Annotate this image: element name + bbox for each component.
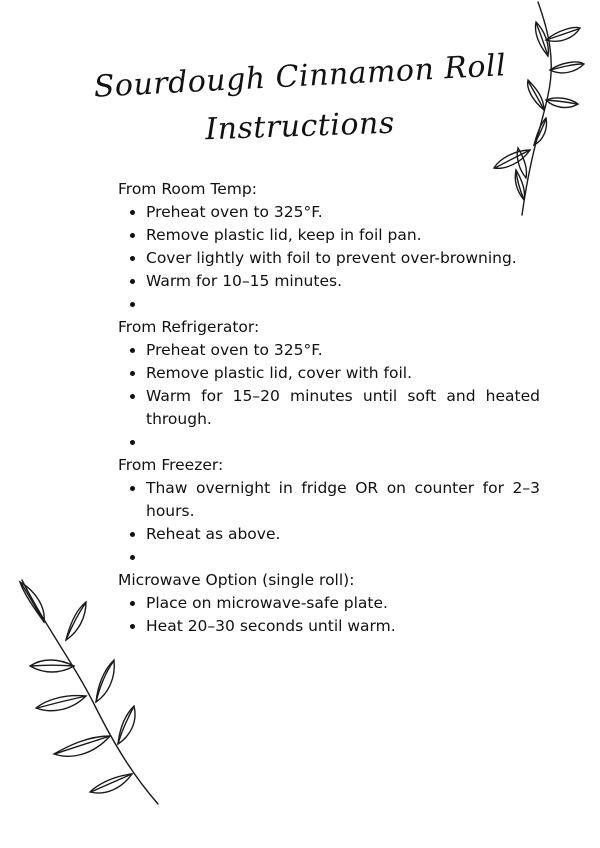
list-item-empty bbox=[146, 546, 540, 569]
section-heading: From Refrigerator: bbox=[118, 318, 260, 336]
list-item: • Cover lightly with foil to prevent over-browning. bbox=[146, 247, 540, 270]
list-item: • Thaw overnight in fridge OR on counter for 2–3 hours. bbox=[146, 477, 540, 523]
bullet-list bbox=[118, 592, 540, 638]
section-room-temp bbox=[118, 178, 540, 316]
instructions-body bbox=[118, 178, 540, 638]
list-item: • Place on microwave-safe plate. bbox=[146, 592, 540, 615]
list-item: • Preheat oven to 325°F. bbox=[146, 201, 540, 224]
list-item: • Warm for 10–15 minutes. bbox=[146, 270, 540, 293]
bullet-list bbox=[118, 201, 540, 316]
list-item-empty bbox=[146, 431, 540, 454]
list-item: • Remove plastic lid, keep in foil pan. bbox=[146, 224, 540, 247]
list-item: • Warm for 15–20 minutes until soft and heated through. bbox=[146, 385, 540, 431]
section-heading: Microwave Option (single roll): bbox=[118, 571, 355, 589]
list-item: • Reheat as above. bbox=[146, 523, 540, 546]
list-item: • Preheat oven to 325°F. bbox=[146, 339, 540, 362]
list-item: • Remove plastic lid, cover with foil. bbox=[146, 362, 540, 385]
page-title: Sourdough Cinnamon Roll bbox=[92, 48, 507, 105]
page-subtitle: Instructions bbox=[204, 105, 396, 148]
section-heading: From Room Temp: bbox=[118, 180, 257, 198]
list-item: • Heat 20–30 seconds until warm. bbox=[146, 615, 540, 638]
section-heading: From Freezer: bbox=[118, 456, 224, 474]
bullet-list bbox=[118, 477, 540, 569]
list-item-empty bbox=[146, 293, 540, 316]
section-refrigerator bbox=[118, 316, 540, 454]
section-microwave bbox=[118, 569, 540, 638]
section-freezer bbox=[118, 454, 540, 569]
bullet-list bbox=[118, 339, 540, 454]
